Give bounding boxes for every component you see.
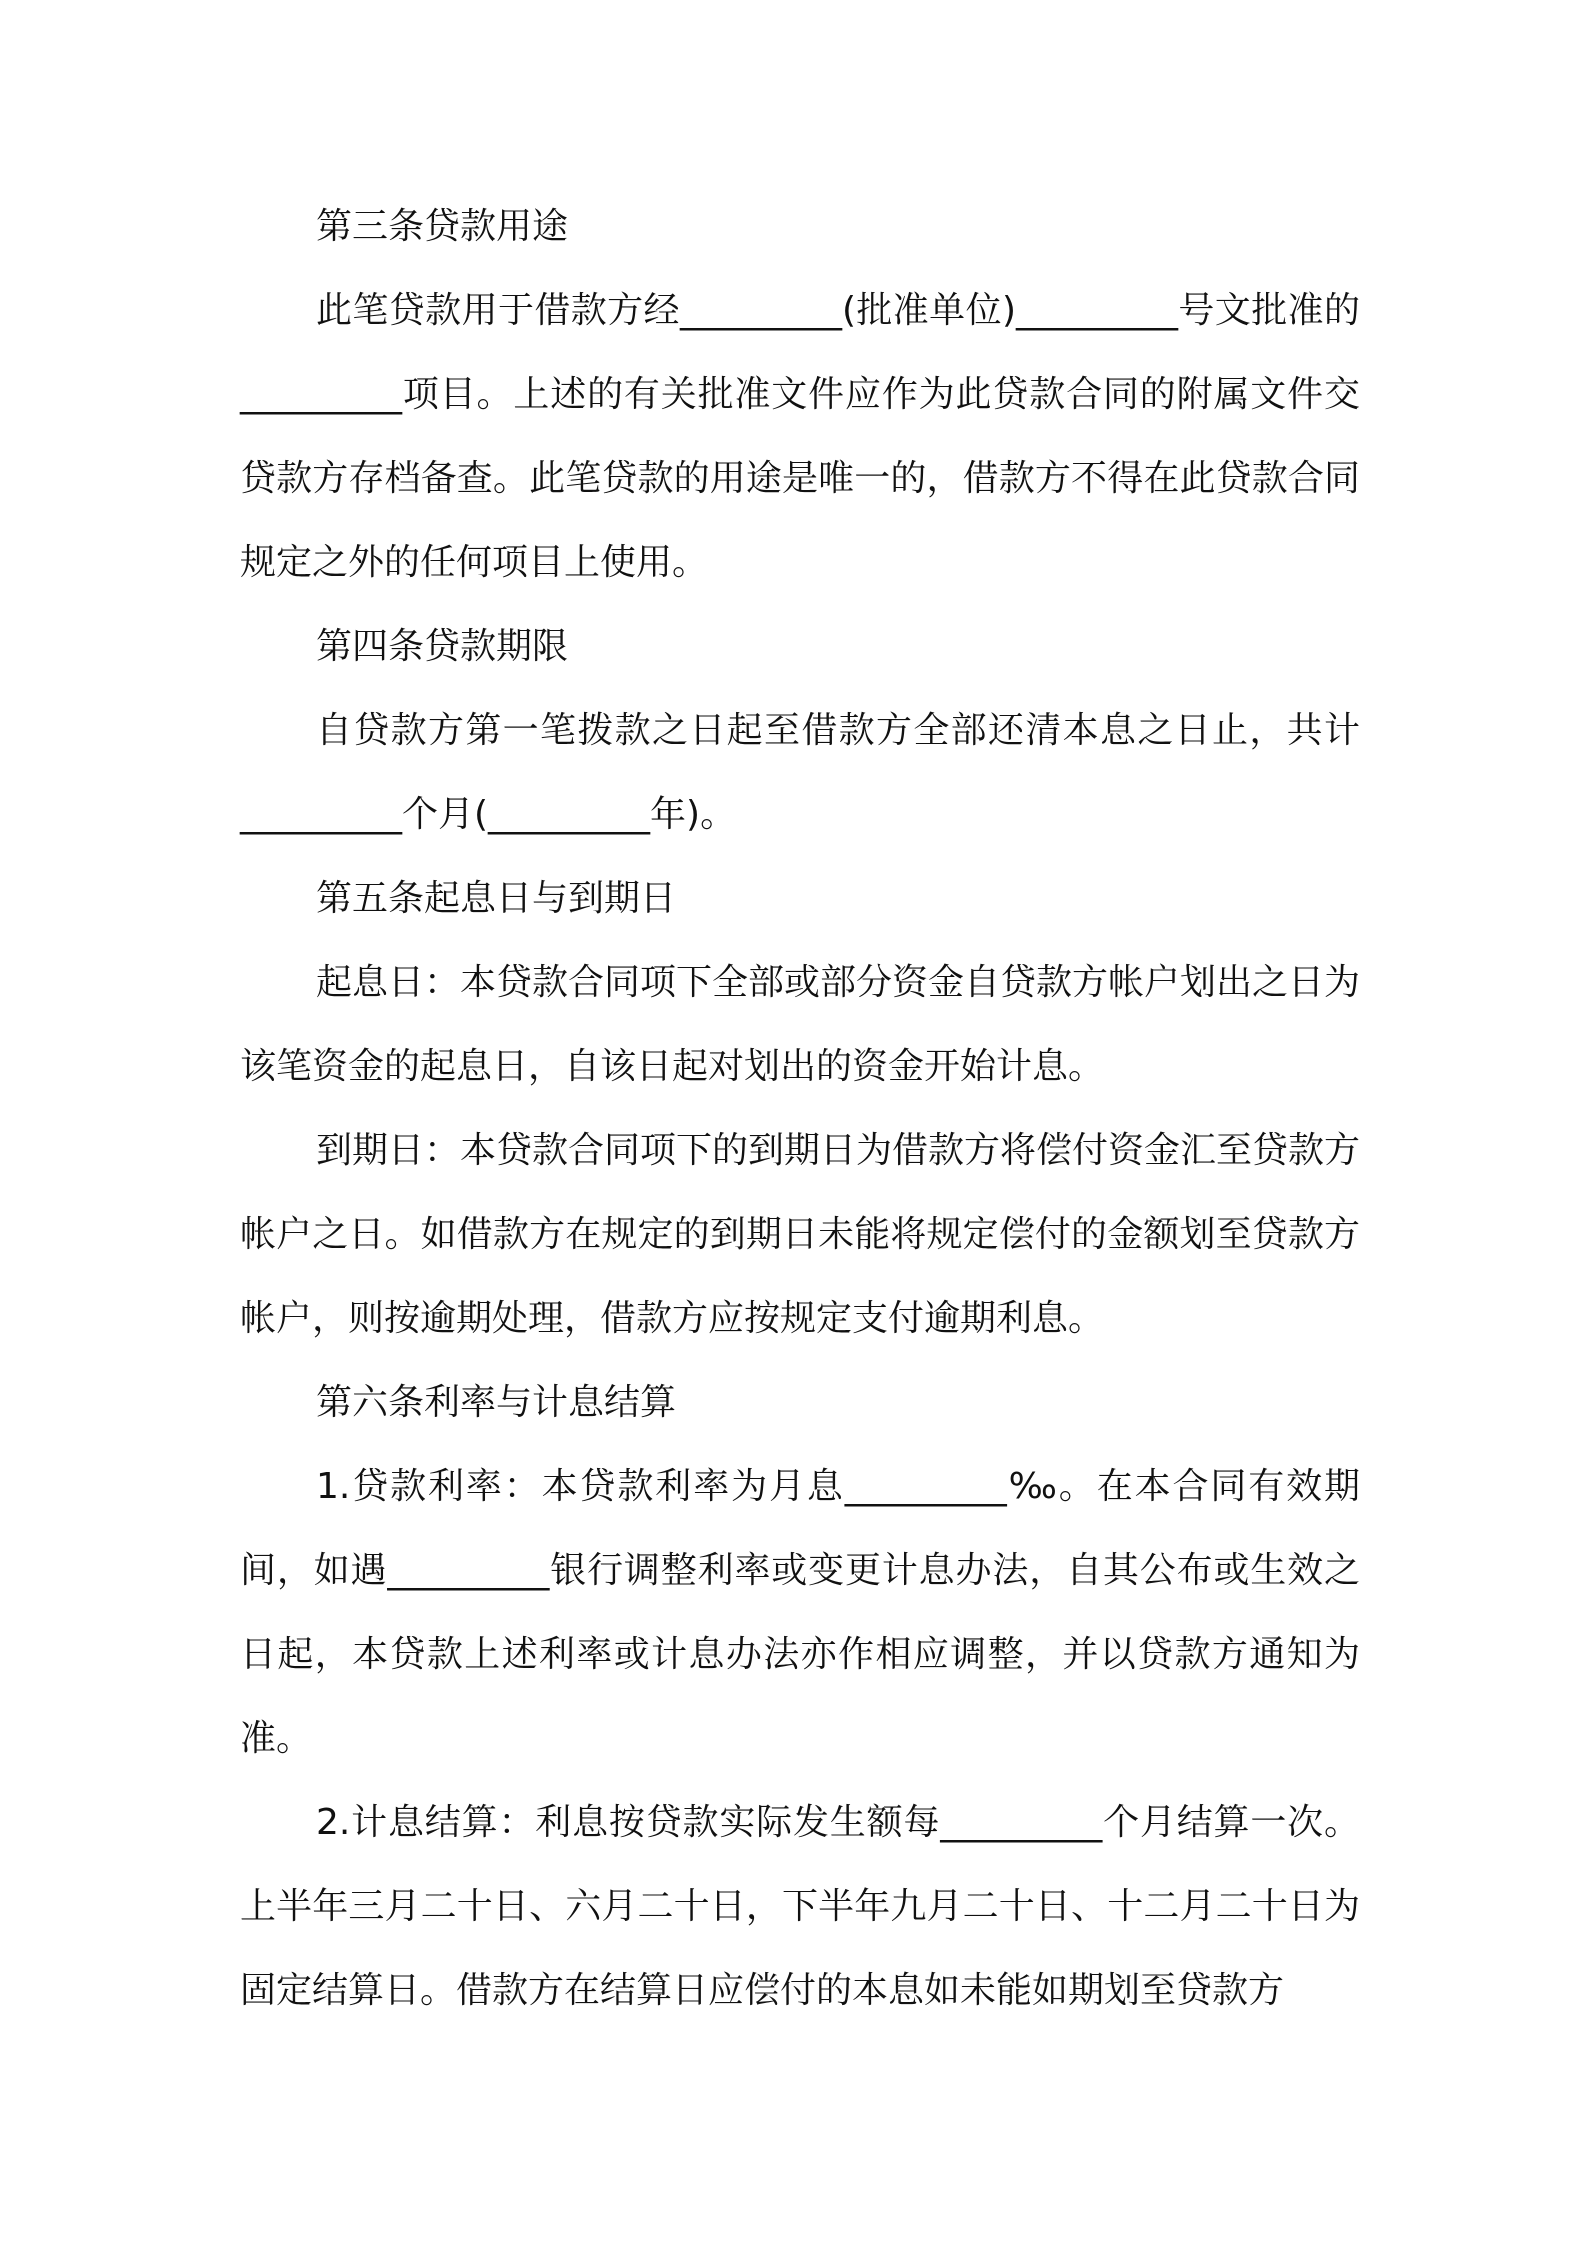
document-body [240, 185, 1360, 2033]
section-heading-article-5: 第五条起息日与到期日 [316, 878, 677, 919]
section-heading-article-6: 第六条利率与计息结算 [316, 1382, 677, 1423]
paragraph-value-date: 起息日：本贷款合同项下全部或部分资金自贷款方帐户划出之日为该笔资金的起息日，自该日起对划出的资金开始计息。 [240, 962, 1361, 1087]
section-heading-article-4: 第四条贷款期限 [316, 626, 569, 667]
paragraph-interest-settlement: 2.计息结算：利息按贷款实际发生额每_________个月结算一次。上半年三月二十日、六月二十日，下半年九月二十日、十二月二十日为固定结算日。借款方在结算日应偿付的本息如未能如期划至贷款方 [240, 1802, 1360, 2011]
paragraph-interest-rate: 1.贷款利率：本贷款利率为月息_________‰。在本合同有效期间，如遇_________银行调整利率或变更计息办法，自其公布或生效之日起，本贷款上述利率或计息办法亦作相应调整，并以贷款方通知为准。 [240, 1466, 1360, 1759]
paragraph-loan-term: 自贷款方第一笔拨款之日起至借款方全部还清本息之日止，共计_________个月(_________年)。 [240, 710, 1360, 835]
section-heading-article-3: 第三条贷款用途 [316, 206, 569, 247]
paragraph-maturity-date: 到期日：本贷款合同项下的到期日为借款方将偿付资金汇至贷款方帐户之日。如借款方在规定的到期日未能将规定偿付的金额划至贷款方帐户，则按逾期处理，借款方应按规定支付逾期利息。 [240, 1130, 1361, 1339]
paragraph-loan-purpose: 此笔贷款用于借款方经_________(批准单位)_________号文批准的_________项目。上述的有关批准文件应作为此贷款合同的附属文件交贷款方存档备查。此笔贷款的用途是唯一的，借款方不得在此贷款合同规定之外的任何项目上使用。 [240, 290, 1360, 583]
